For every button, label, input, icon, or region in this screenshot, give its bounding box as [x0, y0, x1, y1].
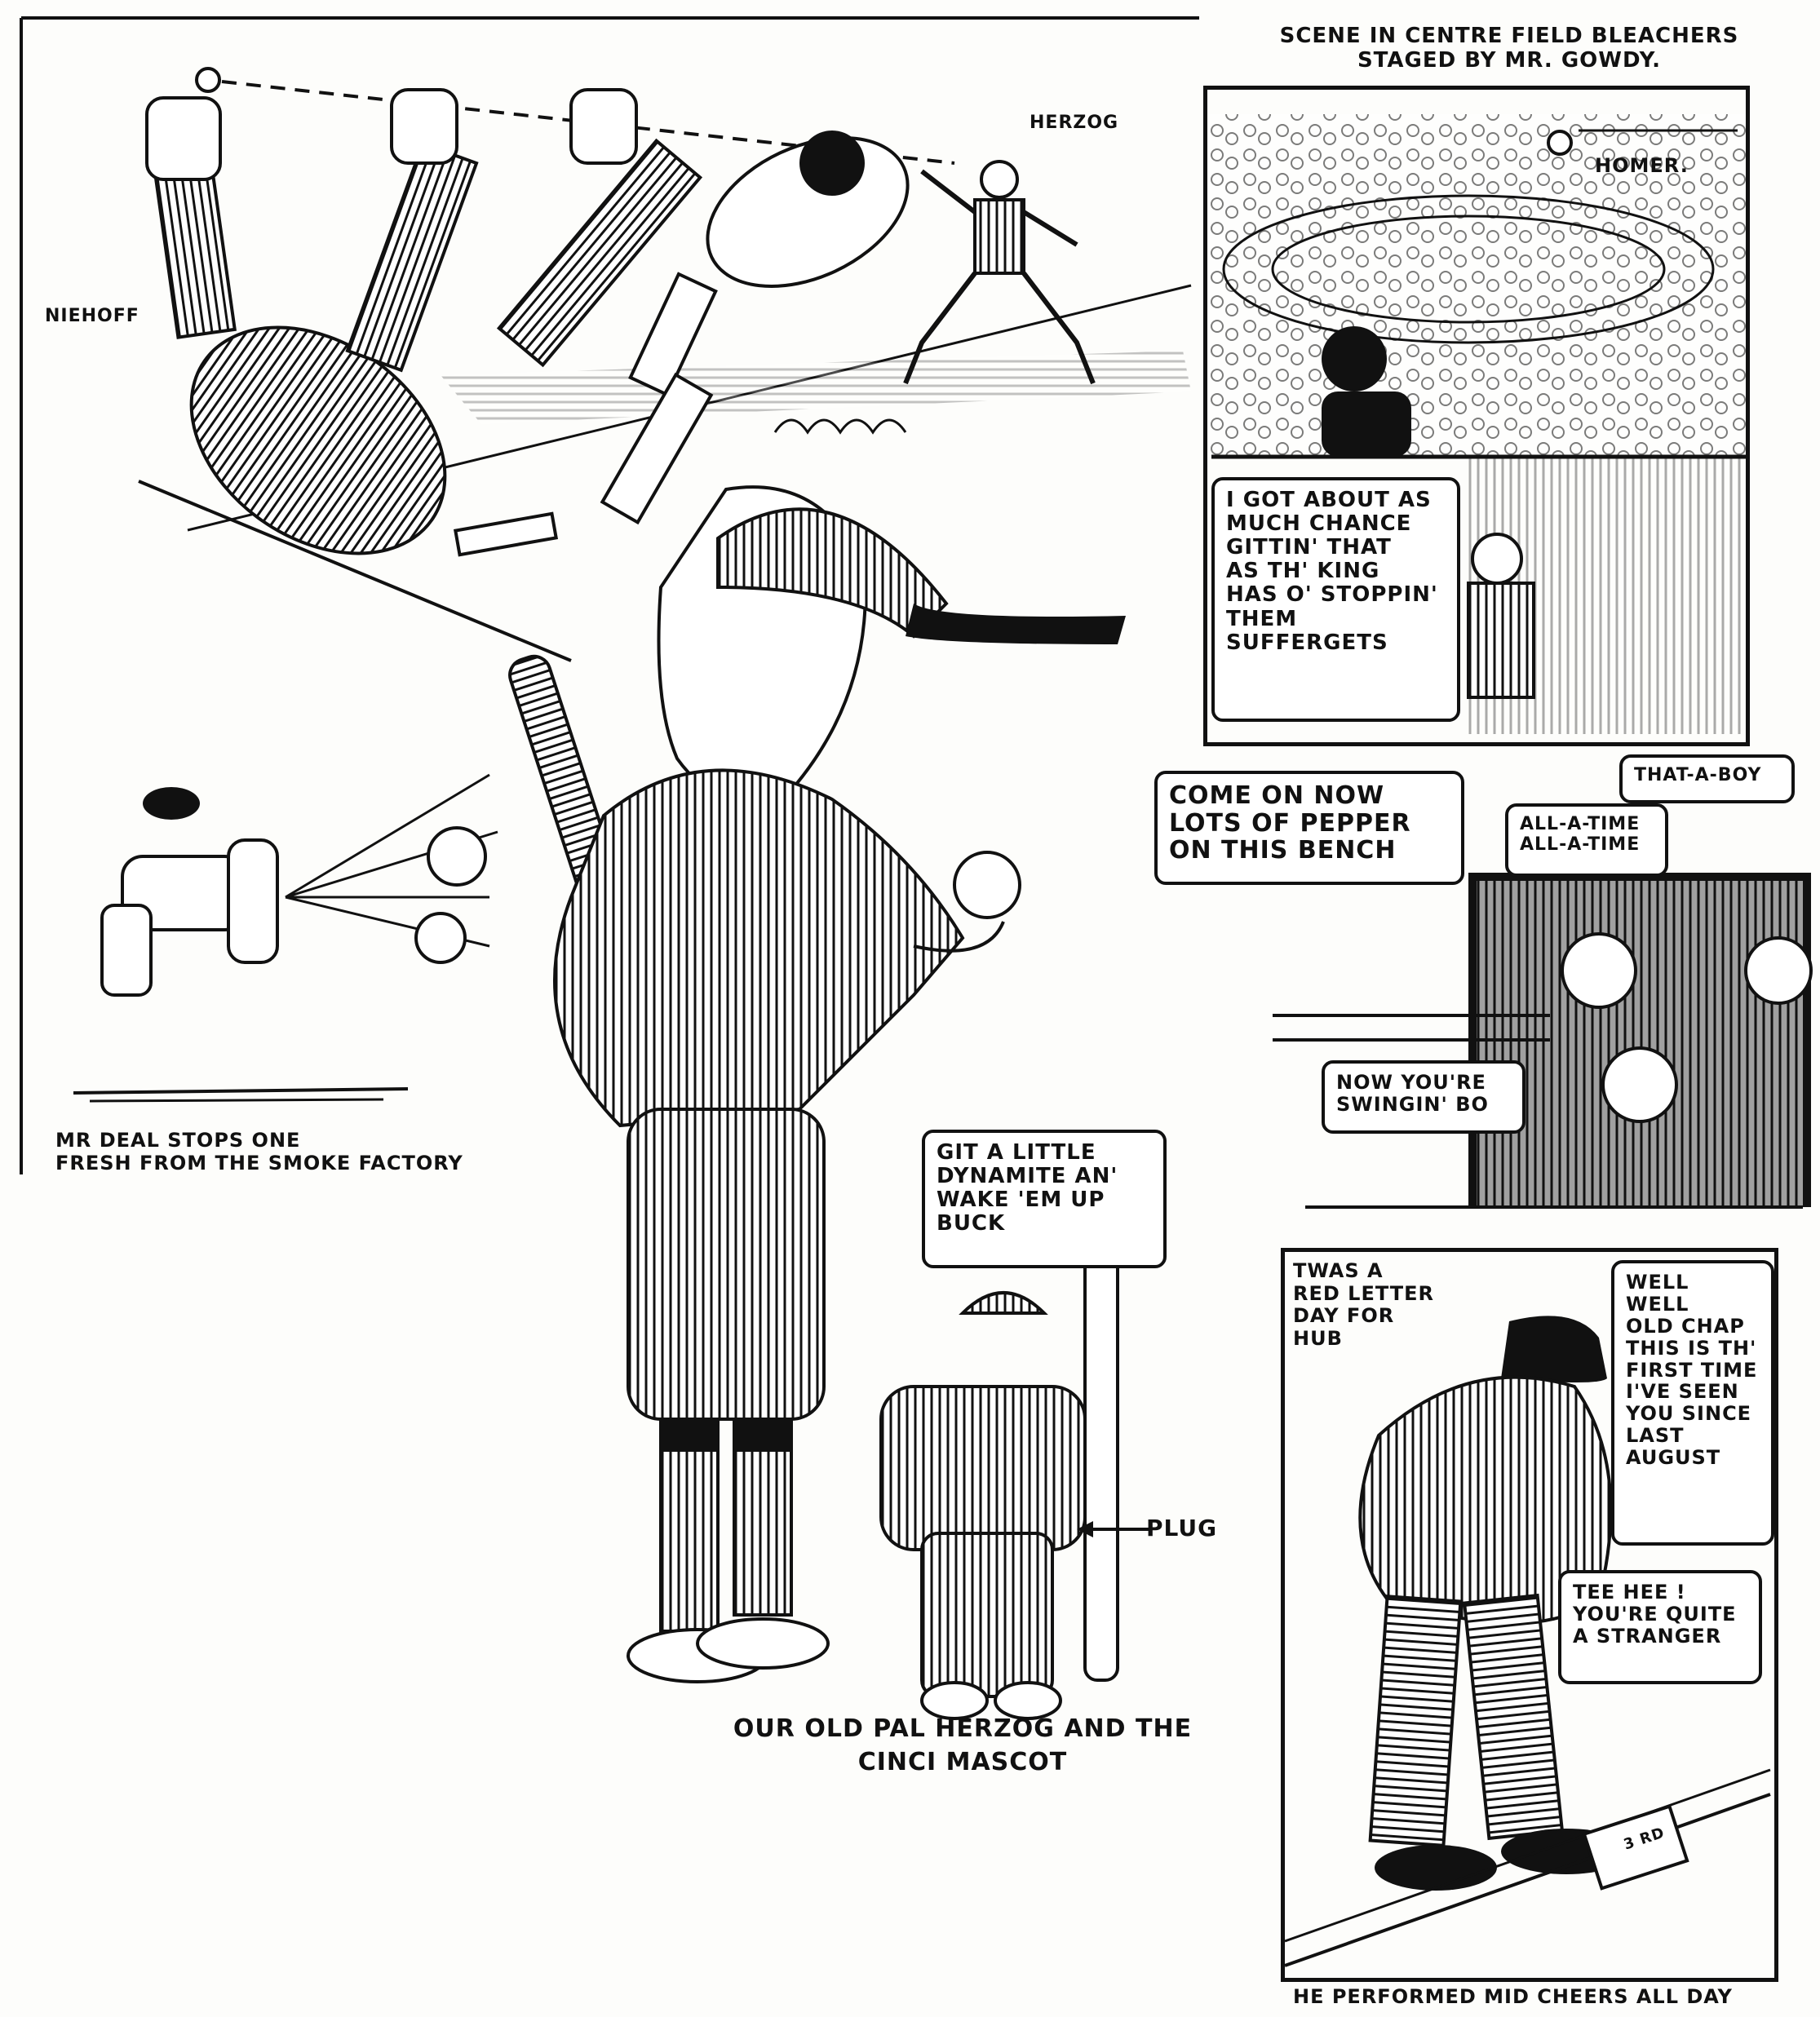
swingin-bubble: NOW YOU'RE SWINGIN' BO — [1322, 1060, 1526, 1134]
deal-caption: MR DEAL STOPS ONE FRESH FROM THE SMOKE FACTORY — [55, 1129, 463, 1174]
that-a-boy-bubble: THAT-A-BOY — [1619, 754, 1795, 803]
king-speech-bubble: I GOT ABOUT AS MUCH CHANCE GITTIN' THAT AS TH' KING HAS O' STOPPIN' THEM SUFFERGETS — [1211, 477, 1460, 722]
herzog-label: HERZOG — [1030, 113, 1119, 133]
well-well-bubble: WELL WELL OLD CHAP THIS IS TH' FIRST TIME I'VE SEEN YOU SINCE LAST AUGUST — [1611, 1260, 1774, 1546]
tee-hee-bubble: TEE HEE ! YOU'RE QUITE A STRANGER — [1558, 1570, 1762, 1684]
bleacher-caption: SCENE IN CENTRE FIELD BLEACHERS STAGED BY MR. GOWDY. — [1279, 24, 1739, 73]
third-base-sign: 3 RD — [1621, 1824, 1667, 1854]
cinci-mascot-figure — [881, 1223, 1150, 1718]
hub-intro-text: TWAS A RED LETTER DAY FOR HUB — [1293, 1259, 1435, 1350]
main-caption: OUR OLD PAL HERZOG AND THE CINCI MASCOT — [733, 1714, 1193, 1776]
dynamite-bubble: GIT A LITTLE DYNAMITE AN' WAKE 'EM UP BUCK — [922, 1130, 1167, 1268]
niehoff-label: NIEHOFF — [45, 306, 139, 326]
pepper-speech-bubble: COME ON NOW LOTS OF PEPPER ON THIS BENCH — [1154, 771, 1464, 885]
all-a-time-bubble: ALL-A-TIME ALL-A-TIME — [1505, 803, 1668, 877]
deal-catch-art — [73, 775, 498, 1101]
bench-scene-art — [1273, 873, 1811, 1207]
homer-label: HOMER. — [1595, 154, 1689, 177]
hub-caption: HE PERFORMED MID CHEERS ALL DAY — [1293, 1985, 1733, 2008]
plug-label: PLUG — [1146, 1515, 1218, 1542]
slide-scene — [139, 69, 1191, 661]
